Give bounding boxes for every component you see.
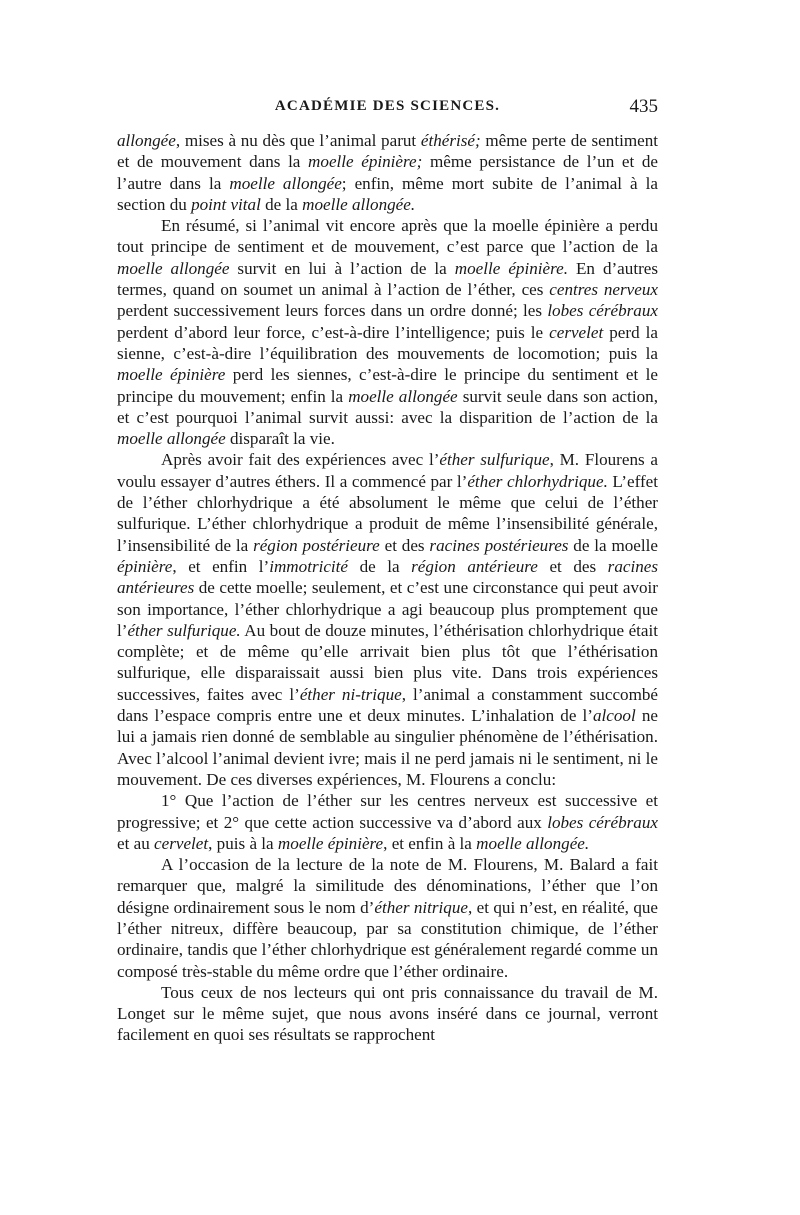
body-text	[117, 130, 658, 1046]
text-run: perdent d’abord leur force, c’est-à-dire l’intelligence; puis le	[117, 322, 550, 342]
text-run: survit seule dans son action, et c’est pourquoi l’animal survit aussi: avec la disparition de l’action de la	[117, 386, 659, 427]
text-run: , mises à nu dès que l’animal parut	[175, 131, 421, 150]
paragraph	[117, 982, 658, 1046]
text-run: ; enfin, même mort subite de l’animal à la section du	[117, 173, 659, 214]
book-page	[117, 96, 658, 1046]
italic-text: racines antérieures	[117, 556, 658, 598]
text-run: de cette moelle; seulement, et c’est une circonstance qui peut avoir son importance, l’éther chlorhydrique a agi beaucoup plus promptement que l’	[117, 578, 658, 640]
italic-text: moelle épinière	[117, 365, 226, 385]
italic-text: région antérieure	[411, 556, 538, 576]
text-run: Au bout de douze minutes, l’éthérisation chlorhydrique était complète; et de même qu’elle arrivait bien plus tôt que l’éthérisation sulfurique, elle disparaissait aussi bien plus vite. Dans trois expériences successives, faites avec l’	[117, 620, 658, 704]
text-run: A l’occasion de la lecture de la note de M. Flourens, M. Balard a fait remarquer que, malgré la similitude des dénominations, l’éther que l’on désigne ordinairement sous le nom d’	[117, 855, 658, 917]
text-run: et des	[379, 535, 430, 555]
text-run: perd les siennes, c’est-à-dire le principe du sentiment et le principe du mouvement; enfin la	[117, 365, 659, 406]
italic-text: racines postérieures	[429, 535, 569, 555]
italic-text: moelle allongée.	[476, 833, 590, 853]
text-run: disparaît la vie.	[225, 429, 335, 449]
italic-text: éther sulfurique	[439, 450, 550, 470]
text-run: En d’autres termes, quand on soumet un animal à l’action de l’éther, ces	[117, 258, 658, 300]
italic-text: moelle épinière.	[454, 258, 568, 278]
text-run: , et qui n’est, en réalité, que l’éther nitreux, diffère beaucoup, par sa constitution chimique, de l’éther ordinaire, tandis que l’éther chlorhydrique est généralement regardé comme un composé très-stable du même ordre que l’éther ordinaire.	[117, 897, 659, 981]
text-run: perd la sienne, c’est-à-dire l’équilibration des mouvements de locomotion; puis la	[117, 322, 658, 363]
paragraph	[117, 854, 658, 982]
text-run: de la	[348, 556, 412, 576]
italic-text: alcool	[592, 706, 636, 726]
text-run: 1° Que l’action de l’éther sur les centres nerveux est successive et progressive; et 2° que cette action successive va d’abord aux	[117, 791, 658, 832]
text-run: , et enfin à la	[383, 833, 477, 853]
text-run: même persistance de l’un et de l’autre dans la	[117, 152, 659, 193]
italic-text: éthérisé;	[420, 131, 481, 150]
italic-text: éther nitrique	[374, 897, 468, 917]
italic-text: immotricité	[269, 556, 349, 576]
italic-text: moelle allongée	[117, 258, 230, 278]
text-run: et des	[537, 556, 608, 576]
italic-text: épinière	[117, 556, 173, 576]
italic-text: moelle allongée	[348, 386, 458, 406]
text-run: perdent successivement leurs forces dans un ordre donné; les	[117, 301, 548, 321]
italic-text: région postérieure	[253, 535, 380, 555]
text-run: , l’animal a constamment succombé dans l’espace compris entre une et deux minutes. L’inhalation de l’	[117, 684, 659, 726]
running-title: ACADÉMIE DES SCIENCES.	[274, 98, 501, 114]
text-run: de la moelle	[568, 535, 658, 555]
italic-text: éther chlorhydrique.	[467, 471, 608, 491]
text-run: , et enfin l’	[172, 556, 270, 576]
italic-text: centres nerveux	[549, 280, 658, 300]
paragraph	[117, 790, 658, 854]
paragraph	[117, 215, 658, 449]
italic-text: moelle allongée	[117, 429, 226, 449]
italic-text: moelle épinière;	[308, 152, 423, 172]
text-run: même perte de sentiment et de mouvement dans la	[117, 131, 658, 172]
italic-text: cervelet	[154, 833, 209, 853]
italic-text: point vital	[191, 194, 261, 214]
text-run: , puis à la	[208, 833, 278, 853]
text-run: En résumé, si l’animal vit encore après que la moelle épinière a perdu tout principe de sentiment et de mouvement, c’est parce que l’action de la	[117, 216, 658, 257]
text-run: ne lui a jamais rien donné de semblable au singulier phénomène de l’éthérisation. Avec l’alcool l’animal devient ivre; mais il ne perd jamais ni le sentiment, ni le mouvement. De ces diverses expériences, M. Flourens a conclu:	[117, 706, 658, 789]
page-header	[117, 96, 658, 130]
text-run: de la	[260, 194, 303, 214]
text-run: Tous ceux de nos lecteurs qui ont pris connaissance du travail de M. Longet sur le même sujet, que nous avons inséré dans ce journal, verront facilement en quoi ses résultats se rapprochent	[117, 982, 658, 1045]
paragraph	[117, 449, 658, 790]
text-run: Après avoir fait des expériences avec l’	[161, 450, 440, 470]
italic-text: lobes cérébraux	[547, 812, 658, 832]
italic-text: éther sulfurique.	[127, 620, 241, 640]
page-number: 435	[629, 96, 658, 117]
italic-text: moelle épinière	[277, 833, 384, 853]
italic-text: allongée	[117, 131, 176, 150]
text-run: survit en lui à l’action de la	[229, 258, 455, 278]
italic-text: moelle allongée.	[302, 194, 416, 214]
italic-text: cervelet	[549, 322, 604, 342]
text-run: L’effet de l’éther chlorhydrique a été absolument le même que celui de l’éther sulfurique. L’éther chlorhydrique a produit de même l’insensibilité générale, l’insensibilité de la	[117, 471, 658, 555]
text-run: et au	[117, 833, 155, 853]
paragraph	[117, 130, 658, 215]
italic-text: éther ni-trique	[299, 684, 402, 704]
italic-text: moelle allongée	[229, 173, 342, 193]
italic-text: lobes cérébraux	[547, 301, 658, 321]
text-run: , M. Flourens a voulu essayer d’autres éthers. Il a commencé par l’	[117, 450, 658, 491]
